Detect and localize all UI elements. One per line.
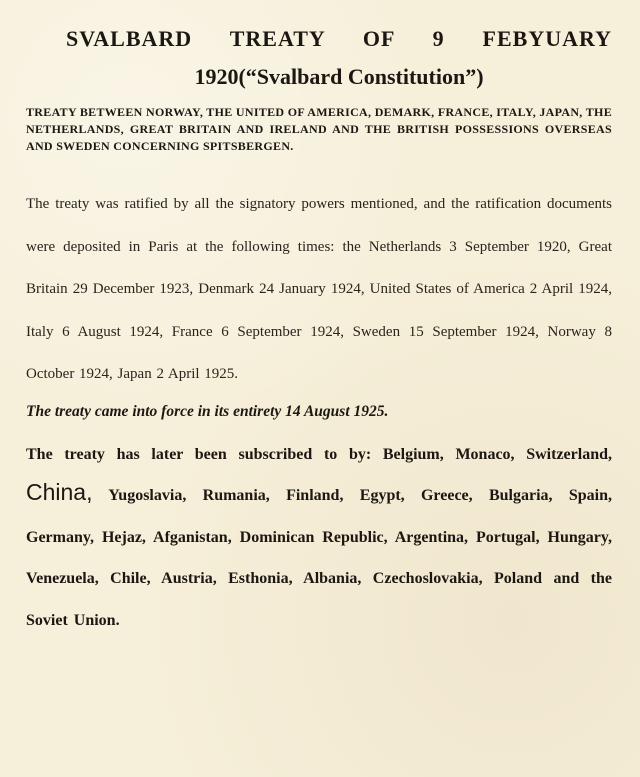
subscribed-paragraph bbox=[26, 434, 612, 642]
subscribed-highlight: China, bbox=[26, 479, 93, 505]
subscribed-intro: The treaty has later been subscribed to by: Belgium, Monaco, Switzerland, bbox=[26, 445, 612, 463]
document-title-line-1: SVALBARD TREATY OF 9 FEBYUARY bbox=[66, 26, 612, 51]
subscribed-rest: Yugoslavia, Rumania, Finland, Egypt, Greece, Bulgaria, Spain, Germany, Hejaz, Afganistan, Dominican Republic, Argentina, Portugal, Hungary, Venezuela, Chile, Austria, Esthonia, Albania, Czechoslovakia, Poland and the Soviet Union. bbox=[26, 487, 612, 629]
treaty-subtitle: TREATY BETWEEN NORWAY, THE UNITED OF AMERICA, DEMARK, FRANCE, ITALY, JAPAN, THE NETHERLANDS, GREAT BRITAIN AND IRELAND AND THE BRITISH POSSESSIONS OVERSEAS AND SWEDEN CONCERNING SPITSBERGEN. bbox=[26, 105, 612, 153]
entry-into-force-text: The treaty came into force in its entirety 14 August 1925. bbox=[26, 402, 389, 420]
document-title-line-2: 1920(“Svalbard Constitution”) bbox=[194, 64, 484, 89]
ratification-paragraph: The treaty was ratified by all the signatory powers mentioned, and the ratification documents were deposited in Paris at the following times: the Netherlands 3 September 1920, Great Britain 29 December 1923, Denmark 24 January 1924, United States of America 2 April 1924, Italy 6 August 1924, France 6 September 1924, Sweden 15 September 1924, Norway 8 October 1924, Japan 2 April 1925. bbox=[26, 196, 612, 382]
